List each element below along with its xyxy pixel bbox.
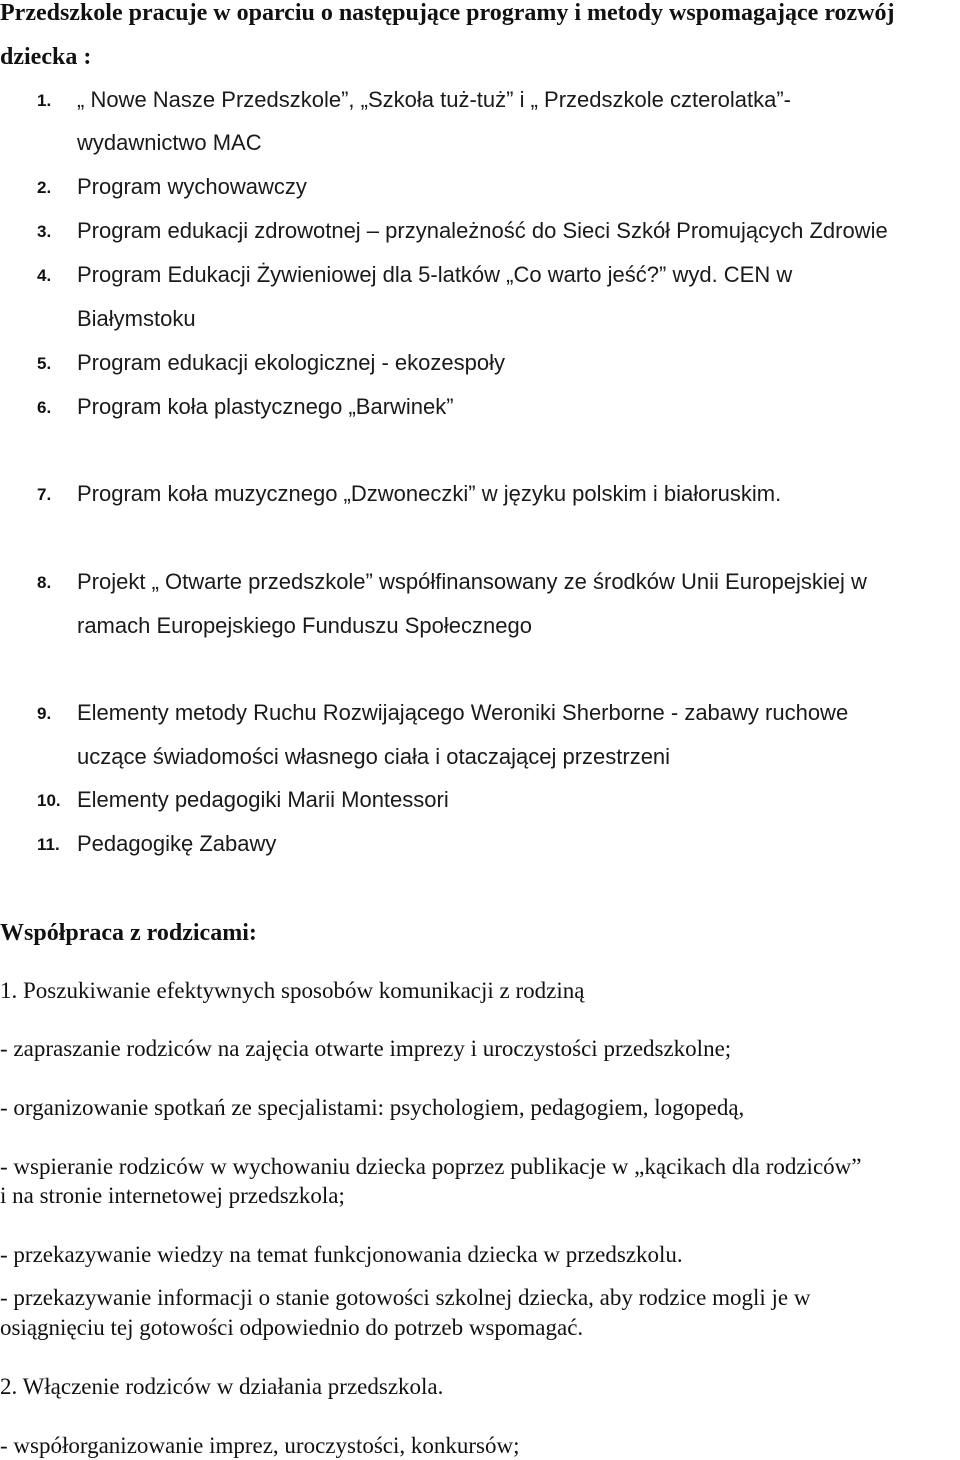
- list-item-text: ramach Europejskiego Funduszu Społecznego: [77, 613, 532, 638]
- paragraph-line: 1. Poszukiwanie efektywnych sposobów komunikacji z rodziną: [0, 978, 585, 1003]
- list-item-number: 8.: [37, 573, 52, 592]
- paragraph-line: - przekazywanie informacji o stanie gotowości szkolnej dziecka, aby rodzice mogli je w: [0, 1285, 811, 1310]
- list-item-number: 11.: [37, 835, 60, 854]
- list-item-number: 10.: [37, 791, 61, 810]
- paragraph-line: - przekazywanie wiedzy na temat funkcjonowania dziecka w przedszkolu.: [0, 1242, 683, 1267]
- list-item-text: wydawnictwo MAC: [77, 130, 262, 155]
- list-item-number: 1.: [37, 91, 52, 110]
- list-item-text: Projekt „ Otwarte przedszkole” współfinansowany ze środków Unii Europejskiej w: [77, 569, 867, 594]
- paragraph-line: i na stronie internetowej przedszkola;: [0, 1183, 345, 1208]
- list-item-text: Program edukacji zdrowotnej – przynależność do Sieci Szkół Promujących Zdrowie: [77, 218, 888, 243]
- list-item-number: 5.: [37, 354, 52, 373]
- list-item-text: Program koła plastycznego „Barwinek”: [77, 394, 454, 419]
- list-item-text: Program koła muzycznego „Dzwoneczki” w języku polskim i białoruskim.: [77, 481, 782, 506]
- cooperation-heading: Współpraca z rodzicami:: [0, 920, 257, 946]
- intro-heading-line-2: dziecka :: [0, 44, 92, 70]
- intro-heading-line-1: Przedszkole pracuje w oparciu o następujące programy i metody wspomagające rozwój: [0, 0, 895, 26]
- paragraph-line: - organizowanie spotkań ze specjalistami: psychologiem, pedagogiem, logopedą,: [0, 1095, 745, 1120]
- paragraph-line: osiągnięciu tej gotowości odpowiednio do potrzeb wspomagać.: [0, 1315, 584, 1340]
- list-item-text: Elementy pedagogiki Marii Montessori: [77, 787, 449, 812]
- list-item-number: 6.: [37, 398, 52, 417]
- paragraph-line: - wspieranie rodziców w wychowaniu dziecka poprzez publikacje w „kącikach dla rodziców”: [0, 1154, 862, 1179]
- paragraph-line: 2. Włączenie rodziców w działania przedszkola.: [0, 1374, 444, 1399]
- list-item-text: Program Edukacji Żywieniowej dla 5-latków „Co warto jeść?” wyd. CEN w: [77, 262, 793, 287]
- paragraph-line: - zapraszanie rodziców na zajęcia otwarte imprezy i uroczystości przedszkolne;: [0, 1036, 732, 1061]
- list-item-text: Elementy metody Ruchu Rozwijającego Weroniki Sherborne - zabawy ruchowe: [77, 700, 849, 725]
- list-item-text: Białymstoku: [77, 306, 196, 331]
- list-item-number: 9.: [37, 704, 52, 723]
- list-item-number: 3.: [37, 222, 52, 241]
- list-item-text: uczące świadomości własnego ciała i otaczającej przestrzeni: [77, 744, 671, 769]
- list-item-text: „ Nowe Nasze Przedszkole”, „Szkoła tuż-tuż” i „ Przedszkole czterolatka”-: [77, 87, 791, 112]
- list-item-number: 4.: [37, 266, 52, 285]
- list-item-text: Program edukacji ekologicznej - ekozespoły: [77, 350, 505, 375]
- list-item-number: 7.: [37, 485, 52, 504]
- list-item-text: Program wychowawczy: [77, 174, 307, 199]
- list-item-text: Pedagogikę Zabawy: [77, 831, 277, 856]
- list-item-number: 2.: [37, 178, 52, 197]
- paragraph-line: - współorganizowanie imprez, uroczystości, konkursów;: [0, 1433, 520, 1458]
